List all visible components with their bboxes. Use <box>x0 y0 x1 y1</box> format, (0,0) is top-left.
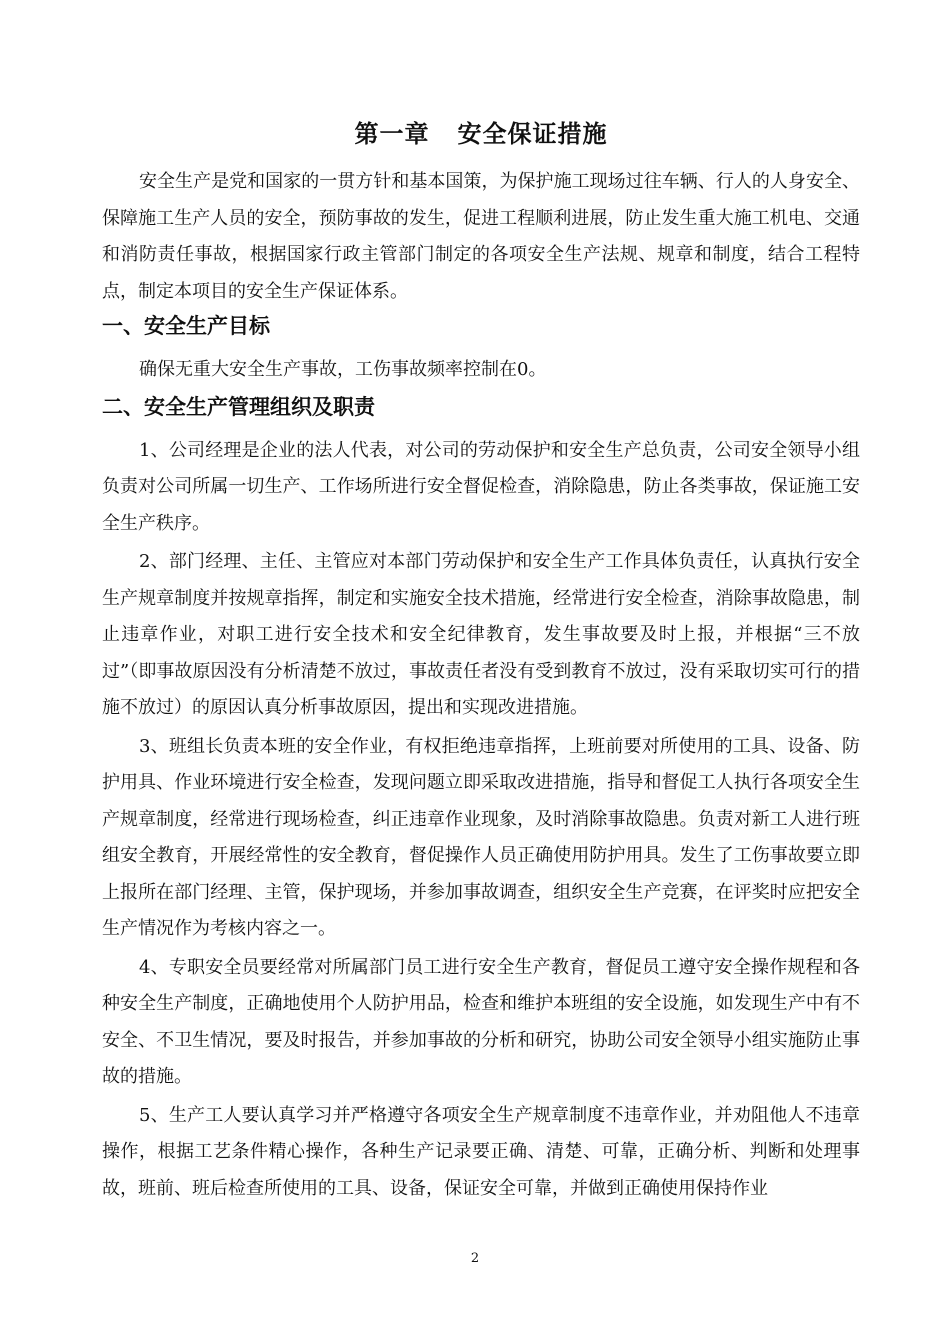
chapter-title <box>102 108 860 160</box>
chapter-number: 第一章 <box>354 119 430 148</box>
page-number: 2 <box>470 1251 480 1266</box>
page-content <box>102 108 860 1207</box>
duty-paragraph-2: 2、部门经理、主任、主管应对本部门劳动保护和安全生产工作具体负责任，认真执行安全生产规章制度并按规章指挥，制定和实施安全技术措施，经常进行安全检查，消除事故隐患，制止违章作业，对职工进行安全技术和安全纪律教育，发生事故要及时上报，并根据“三不放过”（即事故原因没有分析清楚不放过，事故责任者没有受到教育不放过，没有采取切实可行的措施不放过）的原因认真分析事故原因，提出和实现改进措施。 <box>102 551 860 718</box>
duty-paragraph-5: 5、生产工人要认真学习并严格遵守各项安全生产规章制度不违章作业，并劝阻他人不违章操作，根据工艺条件精心操作，各种生产记录要正确、清楚、可靠，正确分析、判断和处理事故，班前、班后检查所使用的工具、设备，保证安全可靠，并做到正确使用保持作业 <box>102 1104 860 1199</box>
duty-paragraph-4: 4、专职安全员要经常对所属部门员工进行安全生产教育，督促员工遵守安全操作规程和各种安全生产制度，正确地使用个人防护用品，检查和维护本班组的安全设施，如发现生产中有不安全、不卫生情况，要及时报告，并参加事故的分析和研究，协助公司安全领导小组实施防止事故的措施。 <box>102 956 860 1087</box>
section-heading-organization: 二、安全生产管理组织及职责 <box>102 393 375 419</box>
duty-paragraph-1: 1、公司经理是企业的法人代表，对公司的劳动保护和安全生产总负责，公司安全领导小组负责对公司所属一切生产、工作场所进行安全督促检查，消除隐患，防止各类事故，保证施工安全生产秩序。 <box>102 439 860 534</box>
section-heading-safety-goal: 一、安全生产目标 <box>102 313 270 338</box>
chapter-name: 安全保证措施 <box>457 119 608 148</box>
duty-paragraph-3: 3、班组长负责本班的安全作业，有权拒绝违章指挥，上班前要对所使用的工具、设备、防护用具、作业环境进行安全检查，发现问题立即采取改进措施，指导和督促工人执行各项安全生产规章制度，经常进行现场检查，纠正违章作业现象，及时消除事故隐患。负责对新工人进行班组安全教育，开展经常性的安全教育，督促操作人员正确使用防护用具。发生了工伤事故要立即上报所在部门经理、主管，保护现场，并参加事故调查，组织安全生产竞赛，在评奖时应把安全生产情况作为考核内容之一。 <box>102 735 860 939</box>
safety-goal-paragraph: 确保无重大安全生产事故，工伤事故频率控制在0。 <box>139 359 547 380</box>
intro-paragraph: 安全生产是党和国家的一贯方针和基本国策，为保护施工现场过往车辆、行人的人身安全、保障施工生产人员的安全，预防事故的发生，促进工程顺利进展，防止发生重大施工机电、交通和消防责任事故，根据国家行政主管部门制定的各项安全生产法规、规章和制度，结合工程特点，制定本项目的安全生产保证体系。 <box>102 171 860 302</box>
